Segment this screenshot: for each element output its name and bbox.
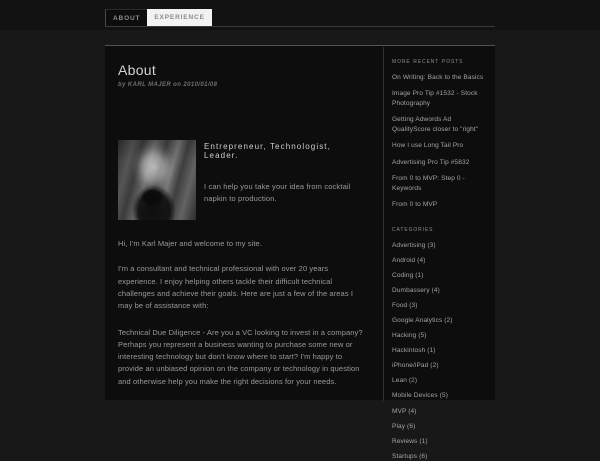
recent-post-link[interactable]: Getting Adwords Ad QualityScore closer to "right" [392, 116, 479, 133]
category-link[interactable]: iPhone/iPad (2) [392, 362, 439, 370]
recent-post-link[interactable]: Image Pro Tip #1532 - Stock Photography [392, 90, 478, 107]
categories-heading: categories [392, 225, 434, 233]
category-link[interactable]: Dumbassery (4) [392, 286, 440, 294]
category-link[interactable]: Startups (6) [392, 452, 428, 460]
nav-divider [105, 26, 495, 27]
category-link[interactable]: Advertising (3) [392, 241, 436, 249]
category-link[interactable]: Hacking (5) [392, 332, 427, 340]
category-link[interactable]: Lean (2) [392, 377, 418, 385]
article-paragraph: Technical Due Diligence - Are you a VC looking to invest in a company? Perhaps you represent a business wanting to purchase some new or interesting technology but don't know where to start? I'm happy to provide an unbiased opinion on the company or technology in question and otherwise help you make the right decisions for your needs. [118, 327, 363, 386]
sidebar [384, 46, 495, 460]
portrait-photo-shading [118, 140, 196, 220]
category-link[interactable]: MVP (4) [392, 407, 417, 415]
tab-about-label: ABOUT [113, 14, 141, 22]
recent-post-link[interactable]: From 0 to MVP [392, 200, 438, 208]
recent-post-link[interactable]: How I use Long Tail Pro [392, 142, 464, 150]
article-lead: Entrepreneur, Technologist, Leader. [204, 142, 331, 160]
category-link[interactable]: Play (6) [392, 422, 416, 430]
category-link[interactable]: Mobile Devices (5) [392, 392, 448, 400]
category-link[interactable]: Hackintosh (1) [392, 347, 436, 355]
category-link[interactable]: Reviews (1) [392, 437, 428, 445]
category-link[interactable]: Food (3) [392, 301, 418, 309]
recent-posts-list [392, 73, 489, 210]
recent-post-link[interactable]: Advertising Pro Tip #5832 [392, 158, 470, 166]
category-link[interactable]: Google Analytics (2) [392, 316, 453, 324]
content-panel [105, 45, 495, 460]
article-paragraph: I'm a consultant and technical professional with over 20 years experience. I enjoy helping others tackle their difficult technical challenges and achieve their goals. Here are just a few of the areas I may be of assistance with: [118, 264, 354, 310]
article-paragraph: Hi, I'm Karl Majer and welcome to my site. [118, 239, 263, 249]
recent-post-link[interactable]: On Writing: Back to the Basics [392, 74, 484, 81]
tab-experience[interactable] [147, 9, 211, 26]
recent-post-link[interactable]: From 0 to MVP: Step 0 - Keywords [392, 174, 465, 192]
tab-about[interactable] [105, 9, 147, 26]
category-link[interactable]: Android (4) [392, 256, 426, 264]
nav-tab-list [105, 9, 212, 26]
portrait-photo [118, 140, 196, 220]
tab-experience-label: EXPERIENCE [154, 14, 205, 21]
category-link[interactable]: Coding (1) [392, 271, 424, 279]
top-navigation-bar [0, 0, 600, 30]
article-column [105, 46, 383, 400]
categories-list [392, 241, 489, 461]
recent-posts-heading: more recent posts [392, 58, 464, 65]
page-title: About [118, 62, 157, 78]
article-byline: by KARL MAJER on 2010/01/08 [118, 82, 218, 88]
article-subhead: I can help you take your idea from cocktail napkin to production. [204, 182, 351, 203]
